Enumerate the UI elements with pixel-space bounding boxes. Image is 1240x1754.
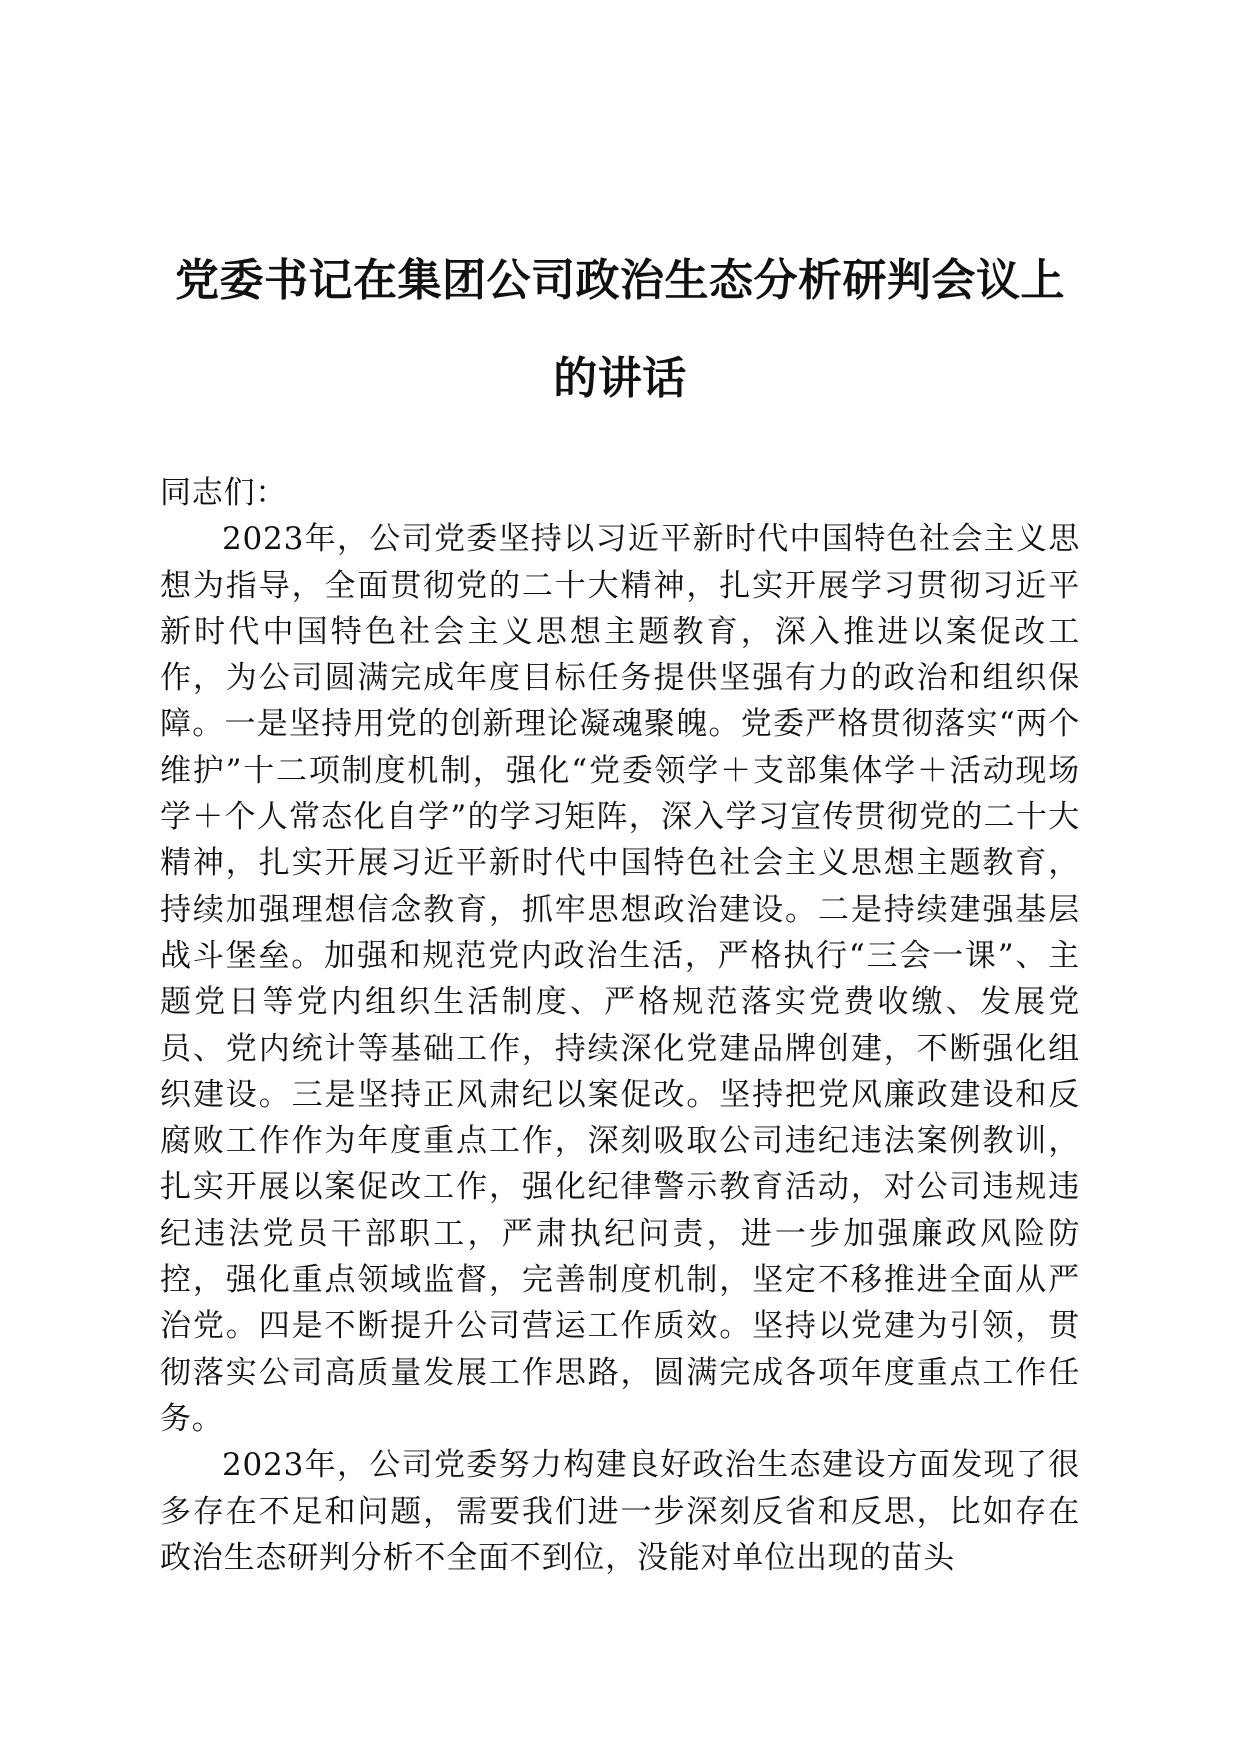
- title-line-2: 的讲话: [553, 353, 687, 404]
- paragraph-1: 2023年，公司党委坚持以习近平新时代中国特色社会主义思想为指导，全面贯彻党的二十大精神，扎实开展学习贯彻习近平新时代中国特色社会主义思想主题教育，深入推进以案促改工作，为公司圆满完成年度目标任务提供坚强有力的政治和组织保障。一是坚持用党的创新理论凝魂聚魄。党委严格贯彻落实“两个维护”十二项制度机制，强化“党委领学＋支部集体学＋活动现场学＋个人常态化自学”的学习矩阵，深入学习宣传贯彻党的二十大精神，扎实开展习近平新时代中国特色社会主义思想主题教育，持续加强理想信念教育，抓牢思想政治建设。二是持续建强基层战斗堡垒。加强和规范党内政治生活，严格执行“三会一课”、主题党日等党内组织生活制度、严格规范落实党费收缴、发展党员、党内统计等基础工作，持续深化党建品牌创建，不断强化组织建设。三是坚持正风肃纪以案促改。坚持把党风廉政建设和反腐败工作作为年度重点工作，深刻吸取公司违纪违法案例教训，扎实开展以案促改工作，强化纪律警示教育活动，对公司违规违纪违法党员干部职工，严肃执纪问责，进一步加强廉政风险防控，强化重点领域监督，完善制度机制，坚定不移推进全面从严治党。四是不断提升公司营运工作质效。坚持以党建为引领，贯彻落实公司高质量发展工作思路，圆满完成各项年度重点工作任务。: [160, 521, 1080, 1437]
- document-title: [150, 232, 1090, 428]
- salutation: 同志们：: [160, 475, 288, 511]
- document-body: [160, 470, 1080, 1581]
- paragraph-2: 2023年，公司党委努力构建良好政治生态建设方面发现了很多存在不足和问题，需要我们进一步深刻反省和反思，比如存在政治生态研判分析不全面不到位，没能对单位出现的苗头: [160, 1447, 1080, 1576]
- title-line-1: 党委书记在集团公司政治生态分析研判会议上: [175, 255, 1065, 306]
